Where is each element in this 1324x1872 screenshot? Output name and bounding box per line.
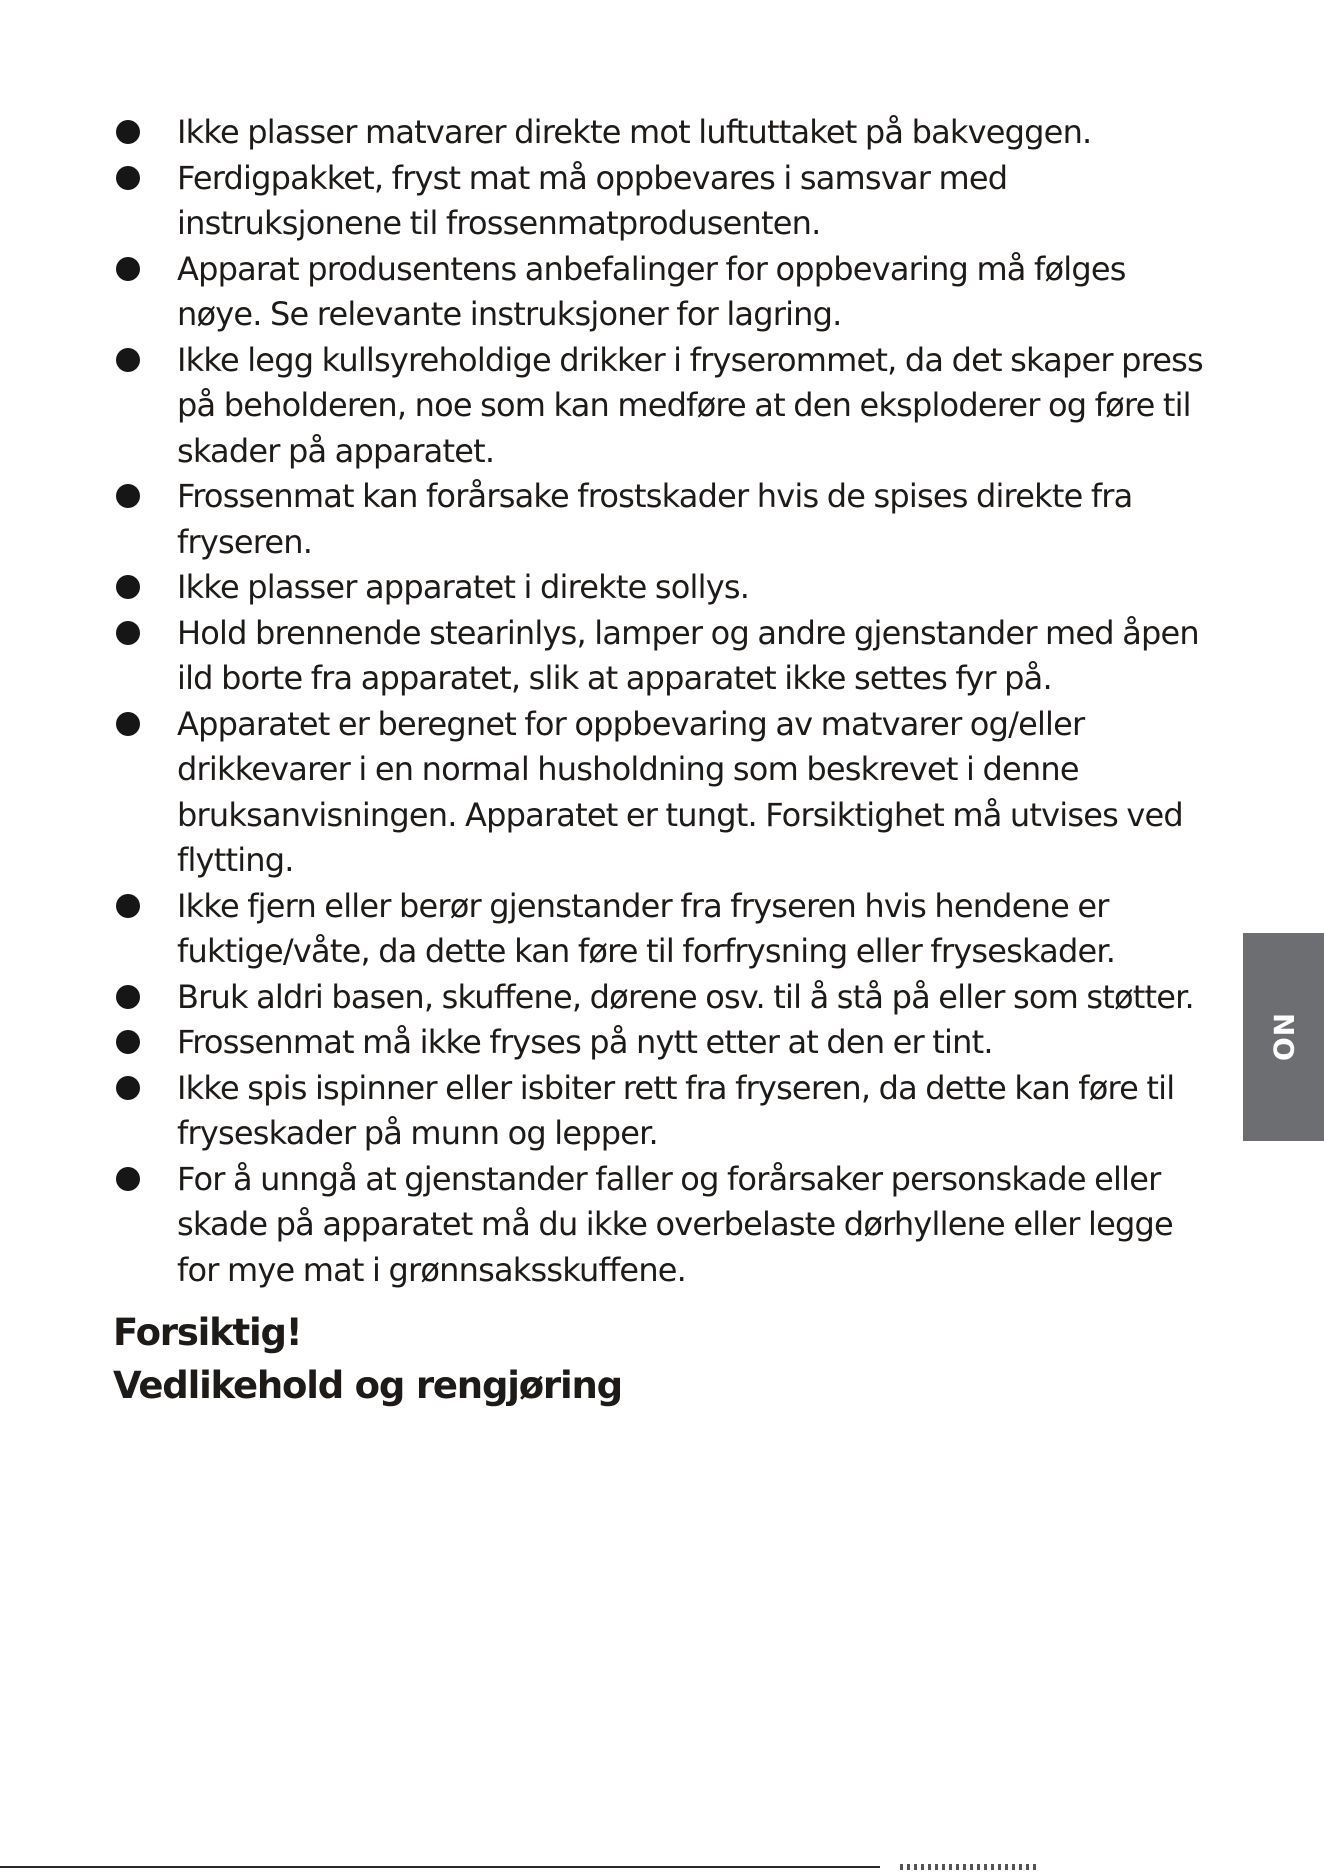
caution-heading: Forsiktig!	[113, 1311, 302, 1354]
bullet-text: Hold brennende stearinlys, lamper og andre gjenstander med åpen ild borte fra apparatet, slik at apparatet ikke settes fyr på.	[177, 613, 1199, 697]
bullet-dot-icon	[116, 621, 140, 645]
bullet-text: Bruk aldri basen, skuffene, dørene osv. til å stå på eller som støtter.	[177, 977, 1194, 1016]
bullet-item	[113, 1020, 1213, 1066]
bullet-item	[113, 247, 1213, 338]
bullet-dot-icon	[116, 985, 140, 1009]
bullet-item	[113, 702, 1213, 884]
safety-bullet-list	[113, 110, 1213, 1293]
bullet-item	[113, 884, 1213, 975]
language-tab-label: NO	[1267, 1012, 1300, 1062]
bullet-text: Ikke fjern eller berør gjenstander fra fryseren hvis hendene er fuktige/våte, da dette kan føre til forfrysning eller fryseskader.	[177, 886, 1116, 970]
bullet-item	[113, 611, 1213, 702]
language-tab	[1243, 933, 1324, 1141]
bullet-dot-icon	[116, 484, 140, 508]
bullet-dot-icon	[116, 1030, 140, 1054]
bullet-dot-icon	[116, 1076, 140, 1100]
bullet-text: Apparat produsentens anbefalinger for oppbevaring må følges nøye. Se relevante instruksjoner for lagring.	[177, 249, 1126, 333]
bullet-text: Frossenmat må ikke fryses på nytt etter at den er tint.	[177, 1023, 993, 1061]
bullet-text: Ikke plasser apparatet i direkte sollys.	[177, 568, 750, 606]
bullet-dot-icon	[116, 1167, 140, 1191]
bullet-dot-icon	[116, 257, 140, 281]
bullet-item	[113, 474, 1213, 565]
bullet-dot-icon	[116, 348, 140, 372]
bullet-text: Apparatet er beregnet for oppbevaring av matvarer og/eller drikkevarer i en normal husholdning som beskrevet i denne bruksanvisningen. Apparatet er tungt. Forsiktighet må utvises ved flytting.	[177, 704, 1183, 879]
bullet-text: Ikke plasser matvarer direkte mot luftuttaket på bakveggen.	[177, 113, 1092, 151]
bullet-dot-icon	[116, 575, 140, 599]
bullet-text: Ferdigpakket, fryst mat må oppbevares i samsvar med instruksjonene til frossenmatprodusenten.	[177, 158, 1008, 242]
bullet-text: Ikke spis ispinner eller isbiter rett fra fryseren, da dette kan føre til fryseskader på munn og lepper.	[177, 1068, 1175, 1152]
bullet-item	[113, 338, 1213, 475]
bullet-item	[113, 110, 1213, 156]
footer-rule	[0, 1866, 880, 1868]
bullet-item	[113, 975, 1213, 1021]
bullet-text: Frossenmat kan forårsake frostskader hvis de spises direkte fra fryseren.	[177, 477, 1133, 561]
bullet-dot-icon	[116, 712, 140, 736]
maintenance-heading: Vedlikehold og rengjøring	[113, 1364, 622, 1407]
bullet-dot-icon	[116, 120, 140, 144]
bullet-item	[113, 156, 1213, 247]
bullet-text: Ikke legg kullsyreholdige drikker i fryserommet, da det skaper press på beholderen, noe som kan medføre at den eksploderer og føre til skader på apparatet.	[177, 340, 1203, 470]
bullet-dot-icon	[116, 894, 140, 918]
bullet-item	[113, 1157, 1213, 1294]
footer-print-mark	[900, 1864, 1040, 1870]
bullet-item	[113, 1066, 1213, 1157]
bullet-item	[113, 565, 1213, 611]
bullet-text: For å unngå at gjenstander faller og forårsaker personskade eller skade på apparatet må du ikke overbelaste dørhyllene eller legge for mye mat i grønnsaksskuffene.	[177, 1159, 1173, 1289]
bullet-dot-icon	[116, 166, 140, 190]
